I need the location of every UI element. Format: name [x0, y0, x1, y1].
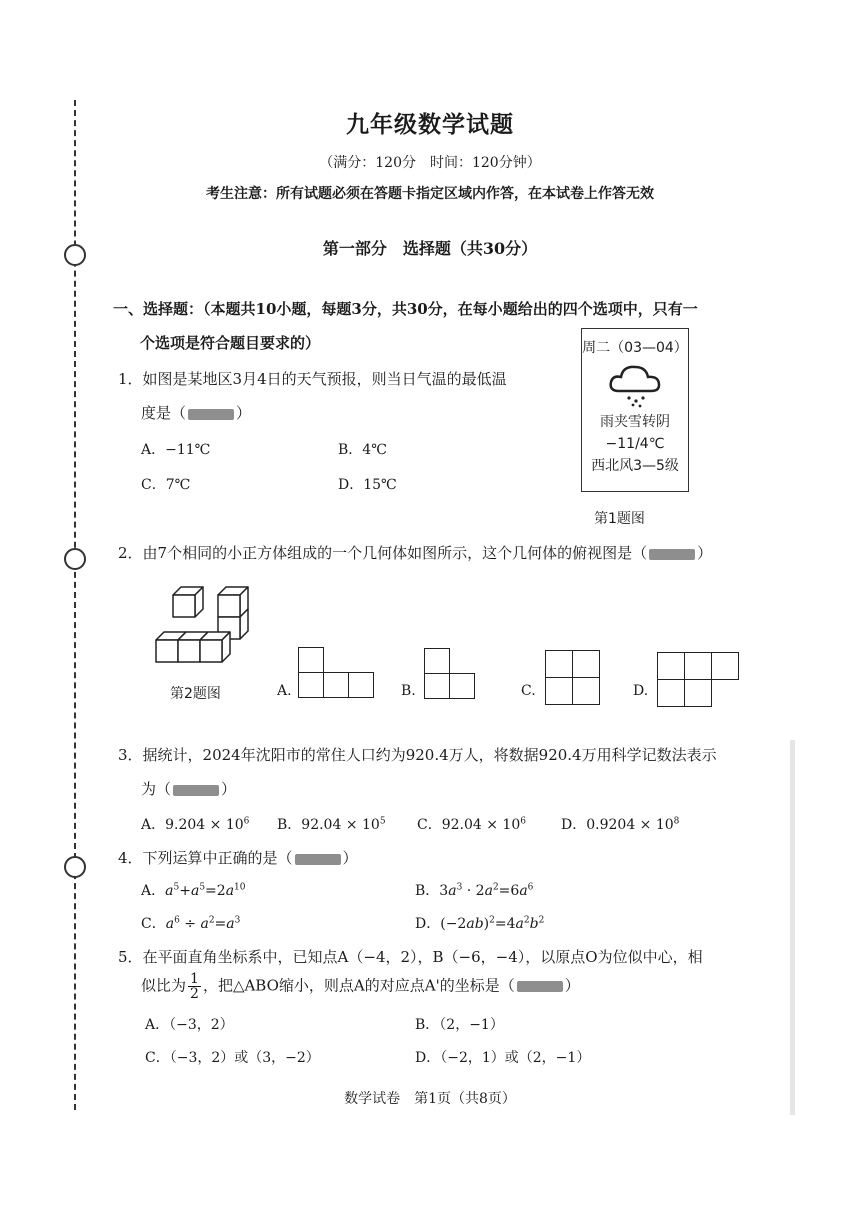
snow-cloud-icon [582, 359, 688, 411]
q2-option-c-label: C. [521, 683, 536, 699]
answer-blank [173, 785, 219, 796]
view-square [424, 673, 450, 699]
q5-option-d: D．（−2，1）或（2，−1） [415, 1050, 591, 1066]
q2-option-b-label: B. [401, 683, 416, 699]
question-5-text: 5．在平面直角坐标系中，已知点A（−4，2），B（−6，−4），以原点O为位似中心，相 [118, 948, 703, 966]
view-square [684, 679, 712, 707]
forecast-date: 周二（03—04） [582, 340, 688, 356]
fraction-one-half: $\frac{1}{2}$ [190, 971, 199, 1002]
q3-option-b: B．$92.04 \times 10^5$ [277, 816, 386, 833]
view-square [348, 672, 374, 698]
q4-option-a: A．$a^5+a^5=2a^{10}$ [141, 882, 246, 899]
answer-blank [517, 981, 563, 992]
exam-notice: 考生注意：所有试题必须在答题卡指定区域内作答，在本试卷上作答无效 [206, 186, 654, 202]
cube-figure [150, 584, 268, 674]
q4-option-d: D．$(-2ab)^2=4a^2b^2$ [415, 915, 545, 932]
question-4-text: 4．下列运算中正确的是（ ） [118, 849, 358, 867]
q2-option-d-label: D. [633, 683, 649, 699]
figure-1-caption: 第1题图 [594, 511, 645, 527]
question-5-text-cont: 似比为 $\frac{1}{2}$ ，把△ABO缩小，则点A的对应点A'的坐标是（ ） [141, 971, 580, 1002]
view-square [298, 647, 324, 673]
scan-edge [790, 740, 795, 1115]
view-square [684, 652, 712, 680]
view-square [711, 652, 739, 680]
question-3-text: 3．据统计，2024年沈阳市的常住人口约为920.4万人，将数据920.4万用科学记数法表示 [118, 746, 717, 764]
answer-blank [188, 409, 234, 420]
forecast-wind: 西北风3—5级 [591, 458, 679, 474]
answer-blank [295, 854, 341, 865]
q4-option-c: C．$a^6 \div a^2=a^3$ [141, 915, 241, 932]
q3-option-a: A．$9.204 \times 10^6$ [141, 816, 250, 833]
page-footer: 数学试卷 第1页（共8页） [344, 1091, 516, 1107]
weather-forecast-figure [581, 328, 689, 492]
q5-option-a: A．（−3，2） [145, 1017, 234, 1033]
figure-2-caption: 第2题图 [170, 686, 221, 702]
q1-option-b: B．4℃ [338, 442, 387, 458]
question-3-text-cont: 为（ ） [141, 780, 237, 798]
question-2-text: 2．由7个相同的小正方体组成的一个几何体如图所示，这个几何体的俯视图是（ ） [118, 544, 713, 562]
view-square [657, 652, 685, 680]
forecast-temperature: −11/4℃ [605, 436, 665, 452]
q5-option-b: B．（2，−1） [415, 1017, 504, 1033]
view-square [298, 672, 324, 698]
binding-hole [64, 548, 86, 570]
part-title: 第一部分 选择题（共30分） [322, 239, 538, 258]
q1-option-d: D．15℃ [338, 477, 397, 493]
view-square [545, 677, 573, 705]
section-heading-cont: 个选项是符合题目要求的） [140, 334, 321, 352]
view-square [572, 650, 600, 678]
q3-option-d: D．$0.9204 \times 10^8$ [561, 816, 680, 833]
question-1-text: 1．如图是某地区3月4日的天气预报，则当日气温的最低温 [118, 370, 507, 388]
answer-blank [649, 549, 695, 560]
q4-option-b: B．$3a^3 \cdot 2a^2=6a^6$ [415, 882, 534, 899]
exam-info: （满分：120分 时间：120分钟） [319, 155, 541, 171]
q1-option-c: C．7℃ [141, 477, 191, 493]
q5-option-c: C．（−3，2）或（3，−2） [145, 1050, 320, 1066]
binding-hole [64, 856, 86, 878]
view-square [572, 677, 600, 705]
view-square [424, 648, 450, 674]
question-1-text-cont: 度是（ ） [141, 404, 252, 422]
forecast-weather: 雨夹雪转阴 [600, 414, 670, 430]
view-square [657, 679, 685, 707]
q3-option-c: C．$92.04 \times 10^6$ [417, 816, 526, 833]
view-square [545, 650, 573, 678]
view-square [449, 673, 475, 699]
q2-option-a-label: A. [277, 683, 292, 699]
q1-option-a: A．−11℃ [141, 442, 211, 458]
page-title: 九年级数学试题 [346, 111, 514, 138]
view-square [323, 672, 349, 698]
section-heading: 一、选择题：（本题共10小题，每题3分，共30分，在每小题给出的四个选项中，只有一 [113, 300, 698, 318]
